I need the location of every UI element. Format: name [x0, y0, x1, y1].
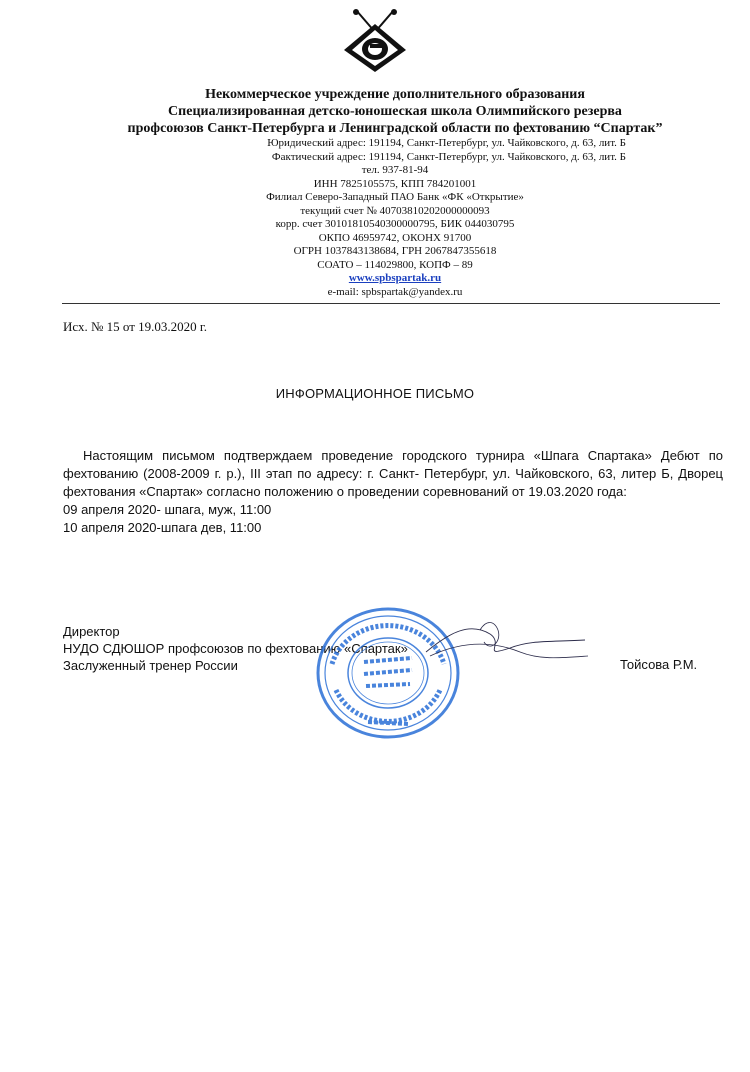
signer-name: Тойсова Р.М. [620, 657, 698, 672]
phone: тел. 937-81-94 [361, 164, 429, 176]
outgoing-reference: Исх. № 15 от 19.03.2020 г. [63, 319, 208, 334]
org-name-line-3: профсоюзов Санкт-Петербурга и Ленинградской области по фехтованию “Спартак” [127, 121, 663, 136]
signer-position: Директор [63, 624, 120, 639]
soato: СОАТО – 114029800, КОПФ – 89 [317, 258, 473, 271]
corr-account: корр. счет 30101810540300000795, БИК 044030795 [275, 218, 515, 230]
org-name-line-1: Некоммерческое учреждение дополнительного образования [205, 87, 585, 102]
ogrn: ОГРН 1037843138684, ГРН 2067847355618 [293, 245, 497, 257]
email: e-mail: spbspartak@yandex.ru [327, 285, 463, 298]
legal-address: Юридический адрес: 191194, Санкт-Петербург, ул. Чайковского, д. 63, лит. Б [267, 137, 626, 149]
org-name-line-2: Специализированная детско-юношеская школа Олимпийского резерва [168, 104, 622, 119]
body-paragraph: Настоящим письмом подтверждаем проведение городского турнира «Шпага Спартака» Дебют по фехтованию (2008-2009 г. р.), III этап по адресу: г. Санкт- Петербург, ул. Чайковского, 63, литер Б, Дворец фехтования «Спартак» согласно положению о проведении соревнований от 19.03.2020 года: [63, 448, 723, 499]
header-divider [62, 303, 720, 304]
letter-body [63, 447, 723, 537]
handwritten-signature-icon [420, 612, 590, 682]
schedule-item: 10 апреля 2020-шпага дев, 11:00 [63, 520, 262, 535]
website-link[interactable]: www.spbspartak.ru [348, 272, 442, 284]
document-title: ИНФОРМАЦИОННОЕ ПИСЬМО [275, 386, 475, 401]
letterhead [60, 86, 730, 299]
bank-name: Филиал Северо-Западный ПАО Банк «ФК «Открытие» [266, 191, 524, 203]
signer-title: Заслуженный тренер России [63, 658, 238, 673]
inn-kpp: ИНН 7825105575, КПП 784201001 [313, 177, 477, 190]
schedule-item: 09 апреля 2020- шпага, муж, 11:00 [63, 502, 272, 517]
spartak-logo-icon [336, 6, 414, 76]
actual-address: Фактический адрес: 191194, Санкт-Петербург, ул. Чайковского, д. 63, лит. Б [271, 150, 626, 163]
signer-organization: НУДО СДЮШОР профсоюзов по фехтованию «Спартак» [63, 641, 408, 656]
current-account: текущий счет № 40703810202000000093 [300, 204, 490, 217]
okpo: ОКПО 46959742, ОКОНХ 91700 [318, 231, 472, 244]
